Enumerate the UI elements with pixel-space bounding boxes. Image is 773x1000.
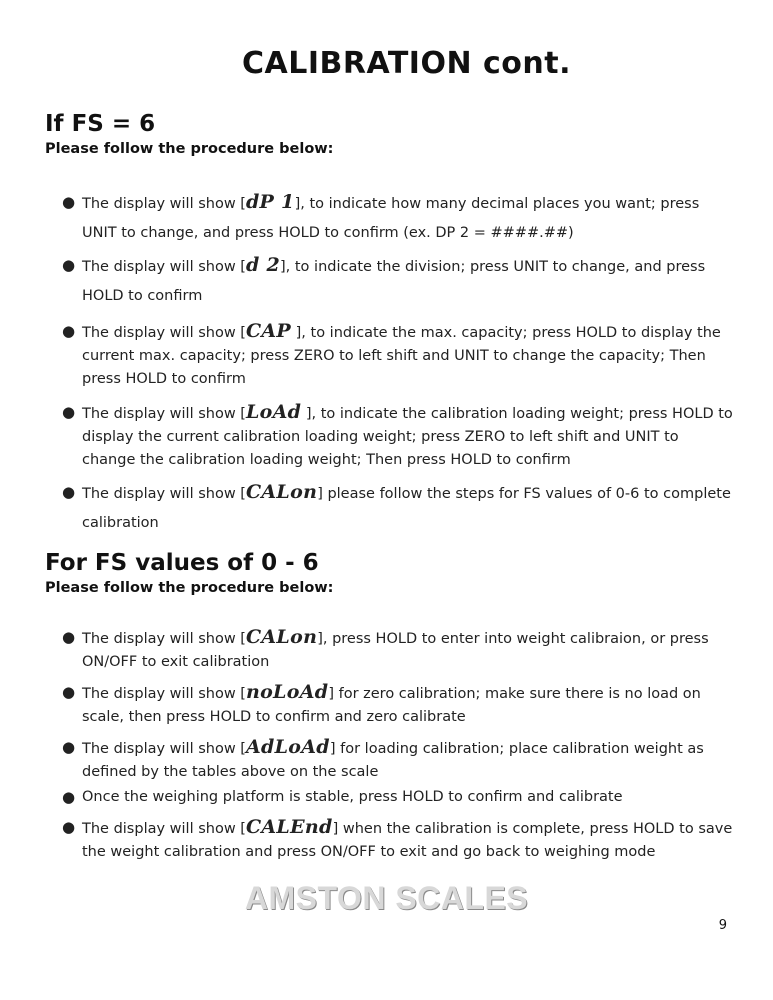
section-heading: For FS values of 0 - 6 [45,550,319,576]
section-fs6 [45,110,735,158]
bullet-icon: ● [62,628,76,646]
bullet-icon: ● [62,683,76,701]
bullet-icon: ● [62,322,76,340]
list-item: ● The display will show [CALEnd] when the calibration is complete, press HOLD to save the weight calibration and press ON/OFF to exit and go back to weighing mode [62,816,733,860]
list-item: ● The display will show [noLoAd] for zero calibration; make sure there is no load on scale, then press HOLD to confirm and zero calibrate [62,681,701,725]
list-item: ● The display will show [CALon] please follow the steps for FS values of 0-6 to complete calibration [45,478,735,538]
page-title: CALIBRATION cont. [241,46,572,81]
list-item: ● The display will show [dP 1], to indicate how many decimal places you want; press UNIT to change, and press HOLD to confirm (ex. DP 2 = ####.##) [45,188,735,248]
display-code: AdLoAd [245,736,330,758]
list-item: ● The display will show [d 2], to indicate the division; press UNIT to change, and press HOLD to confirm [45,251,735,311]
bullet-icon: ● [62,483,76,501]
step-list-fs6 [45,188,735,538]
bullet-icon: ● [62,788,76,806]
display-code: noLoAd [245,681,329,703]
list-item: ● The display will show [AdLoAd] for loading calibration; place calibration weight as defined by the tables above on the scale [62,736,704,780]
brand-footer: AMSTON SCALES [244,880,529,916]
display-code: dP 1 [245,191,295,213]
section-subheading: Please follow the procedure below: [45,141,334,157]
list-item: ● The display will show [CAP ], to indicate the max. capacity; press HOLD to display the current max. capacity; press ZERO to left shift and UNIT to change the capacity; Then press HOLD to confirm [62,320,721,387]
section-fs0-6 [45,549,735,597]
display-code: CAP [245,320,292,342]
bullet-icon: ● [62,818,76,836]
display-code: d 2 [245,254,280,276]
list-item: ● The display will show [CALon], press HOLD to enter into weight calibraion, or press ON/OFF to exit calibration [62,626,709,670]
list-item: ● The display will show [LoAd ], to indicate the calibration loading weight; press HOLD to display the current calibration loading weight; press ZERO to left shift and UNIT to change the calibration loading weight; Then press HOLD to confirm [62,401,733,468]
display-code: LoAd [245,401,302,423]
display-code: CALon [245,626,318,648]
bullet-icon: ● [62,256,76,274]
bullet-icon: ● [62,193,76,211]
display-code: CALon [245,481,318,503]
step-list-fs0-6 [45,626,735,864]
section-heading: If FS = 6 [45,111,156,137]
display-code: CALEnd [245,816,333,838]
list-item: ● Once the weighing platform is stable, press HOLD to confirm and calibrate [45,786,735,809]
bullet-icon: ● [62,738,76,756]
section-subheading: Please follow the procedure below: [45,580,334,596]
bullet-icon: ● [62,403,76,421]
page-number: 9 [718,918,727,933]
